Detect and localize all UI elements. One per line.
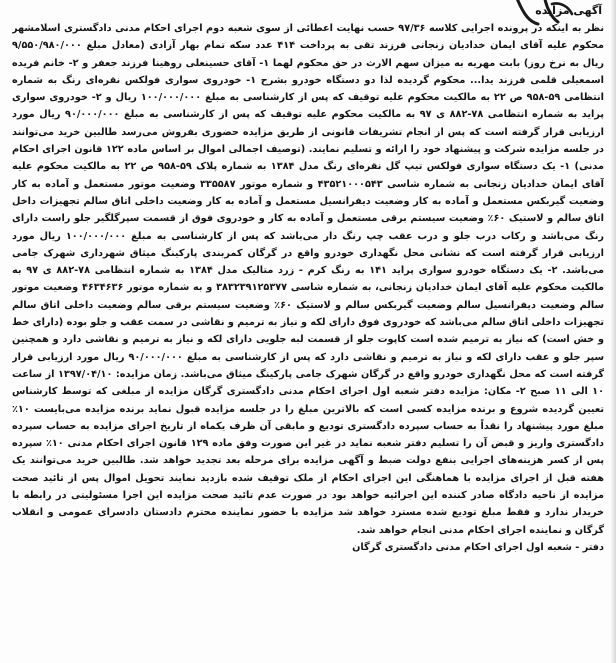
signature-separator: - <box>571 541 580 553</box>
ad-body-text: نظر به اینکه در پرونده اجرایی کلاسه ۹۷/۳۶ حسب نهایت اعطائی از سوی شعبه دوم اجرای احکام مدنی دادگستری اسلامشهر محکوم علیه آقای ایمان خدادیان زنجانی فرزند تقی به پرداخت ۴۱۴ عدد سکه تمام بهار آزادی (معادل مبلغ ۹/۵۵۰/۹۸۰/۰۰۰ ریال به نرخ روز) بابت مهریه به میزان سهم الارث در حق محکوم لهما ۱- آقای حسینعلی روهینا فرزند جعفر و ۲- خانم فریده اسمعیلی قلمی فرزند یدا... محکوم گردیده لذا دو دستگاه خودرو بشرح ۱- خودروی سواری فولکس نقره‌ای رنگ به شماره انتظامی ۵۹-۹۵۸ ص ۲۲ به مالکیت محکوم علیه توقیف که پس از کارشناسی به مبلغ ۱۰۰/۰۰۰/۰۰۰ ریال و ۲- خودروی سواری پراید به شماره انتظامی ۷۸-۸۸۲ ی ۹۷ به مالکیت محکوم علیه توقیف که پس از کارشناسی به مبلغ ۹۰/۰۰۰/۰۰۰ ریال مورد ارزیابی قرار گرفته است که پس از انجام تشریفات قانونی از طریق مزایده حضوری بفروش می‌رسد طالبین خرید می‌توانند در جلسه مزایده شرکت و پیشنهاد خود را ارائه و تسلیم نمایند. (توصیف اجمالی اموال بر اساس ماده ۱۲۲ قانون اجرای احکام مدنی) ۱- یک دستگاه سواری فولکس تیپ گل نقره‌ای رنگ مدل ۱۳۸۴ به شماره پلاک ۵۹-۹۵۸ ص ۲۲ به مالکیت محکوم علیه آقای ایمان خدادیان زنجانی به شماره شاسی ۴۳۵۲۱۰۰۰۵۴۳ و شماره موتور ۳۳۵۵۸۷ وضعیت موتور مستعمل و آماده به کار وضعیت گیربکس مستعمل و آماده به کار وضعیت دیفرانسیل مستعمل و آماده به کار وضعیت داخلی اتاق سالم تجهیزات داخل اتاق سالم و لاستیک ۶۰٪ وضعیت سیستم برقی مستعمل و آماده به کار و خودروی فوق از قسمت سپرگلگیر جلو راست دارای رنگ می‌باشد و رکاب درب جلو و درب عقب چپ رنگ دار می‌باشد که پس از کارشناسی به مبلغ ۱۰۰/۰۰۰/۰۰۰ ریال مورد ارزیابی قرار گرفته است که نشانی محل نگهداری خودرو واقع در گرگان کمربندی پارکینگ میثاق شهرداری شهرک جامی می‌باشد. ۲- یک دستگاه خودرو سواری پراید ۱۴۱ به رنگ کرم - زرد متالیک مدل ۱۳۸۴ به شماره انتظامی ۷۸-۸۸۲ ی ۹۷ به مالکیت محکوم علیه آقای ایمان خدادیان زنجانی، به شماره شاسی ۳۸۳۲۳۹۱۲۵۳۷۷ و به شماره موتور ۴۶۳۴۶۳۶ وضعیت موتور سالم وضعیت دیفرانسیل سالم وضعیت گیربکس سالم و لاستیک ۶۰٪ وضعیت سیستم برقی سالم وضعیت داخلی اتاق سالم تجهیزات داخلی اتاق سالم می‌باشد که خودروی فوق دارای لکه و نیاز به ترمیم و نقاشی در سمت عقب و جلو بوده (دارای خط و خش است) که نیاز به ترمیم شده است کاپوت جلو از قسمت لبه جلویی دارای لکه و نیاز به ترمیم و نقاشی دارد و همچنین سپر جلو و عقب دارای لکه و نیاز به ترمیم و نقاشی دارد که پس از کارشناسی به مبلغ ۹۰/۰۰۰/۰۰۰ ریال مورد ارزیابی قرار گرفته است که محل نگهداری خودرو واقع در گرگان شهرک جامی پارکینگ میثاق می‌باشد. زمان مزایده: ۱۳۹۷/۰۴/۱۰ از ساعت ۱۰ الی ۱۱ صبح ۲- مکان: مزایده دفتر شعبه اول اجرای احکام مدنی دادگستری گرگان مزایده از مبلغی که توسط کارشناس تعیین گردیده شروع و برنده مزایده کسی است که بالاترین مبلغ را در جلسه مزایده قبول نماید برنده مزایده می‌بایست ۱۰٪ مبلغ مورد پیشنهاد را نقداً به حساب سپرده دادگستری تودیع و مابقی آن ظرف یکماه از تاریخ اجرای مزایده به حساب سپرده دادگستری واریز و قبض آن را تسلیم دفتر شعبه نماید در غیر این صورت وفق ماده ۱۲۹ قانون اجرای احکام مدنی ۱۰٪ سپرده پس از کسر هزینه‌های اجرایی بنفع دولت ضبط و آگهی مزایده برای مرحله بعد تجدید خواهد شد. طالبین خرید می‌توانند یک هفته قبل از اجرای مزایده با هماهنگی این اجرای احکام از ملک توقیف شده بازدید نمایند تحویل اموال پس از تائید صحت مزایده از ناحیه دادگاه صادر کننده این اجرائیه خواهد بود در صورت عدم تائید صحت مزایده این اجرا مسئولیتی در رابطه با خریدار ندارد و فقط مبلغ تودیع شده مسترد خواهد شد مزایده با حضور نماینده محترم دادستان دادسرای عمومی و انقلاب گرگان و نماینده اجرای احکام مدنی انجام خواهد شد. <box>12 23 604 536</box>
ad-signature <box>12 539 604 556</box>
ad-title: آگهی مزایده <box>535 4 602 17</box>
signature-prefix: دفتر <box>582 541 604 553</box>
signature-name: شعبه اول اجرای احکام مدنی دادگستری گرگان <box>352 541 572 553</box>
ad-body <box>12 20 604 656</box>
scan-edge <box>610 0 616 663</box>
